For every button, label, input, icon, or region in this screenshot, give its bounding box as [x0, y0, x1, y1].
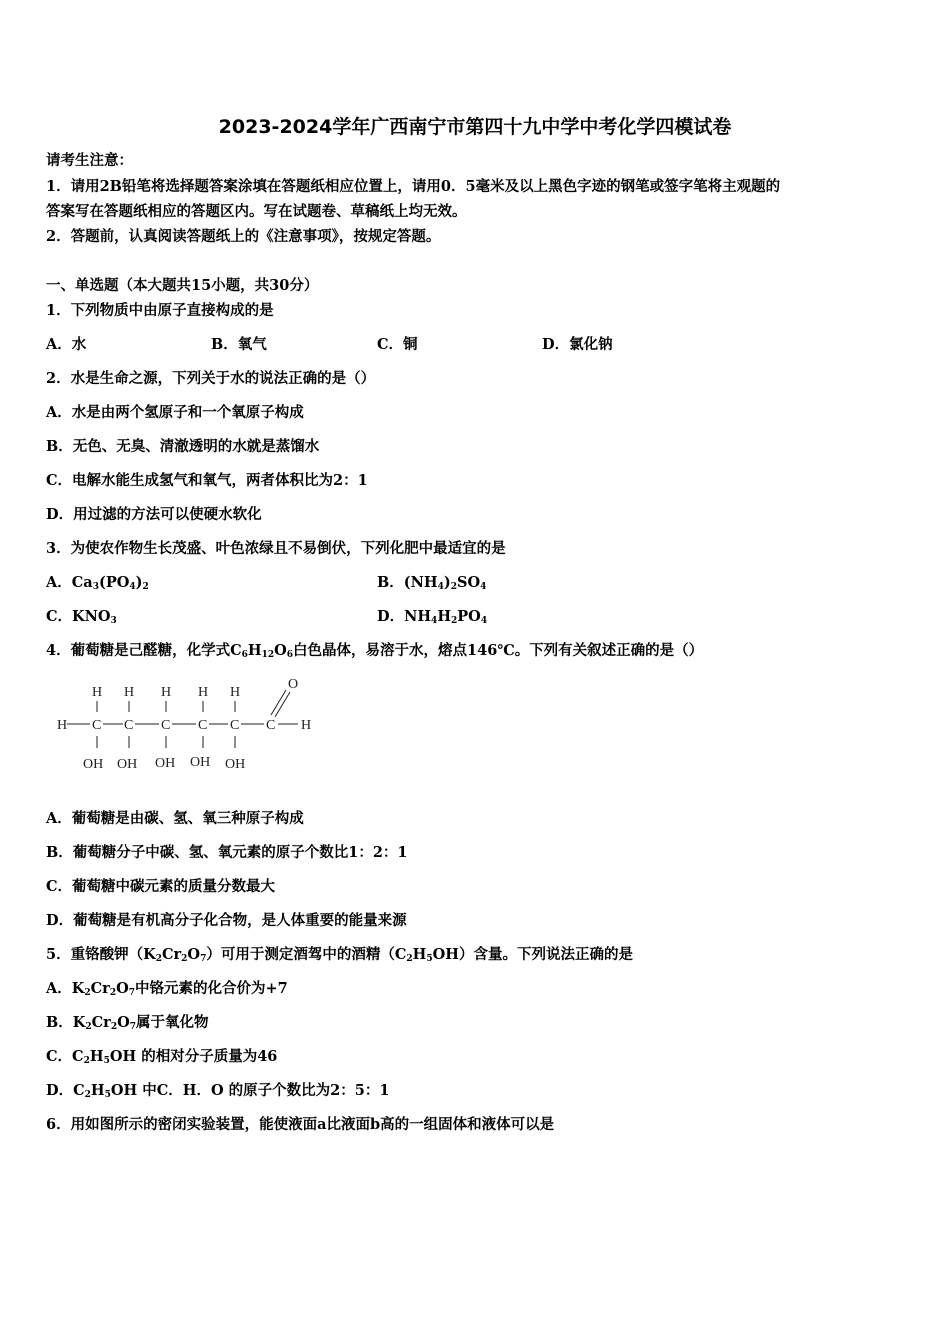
q3-option-a: A．$Ca_3(PO_4)_2$ [46, 574, 149, 592]
notice-header: 请考生注意： [46, 152, 133, 169]
q3-option-b: B．$(NH_4)_2SO_4$ [377, 574, 487, 592]
q2-option-c: C．电解水能生成氢气和氧气，两者体积比为2：1 [46, 472, 368, 489]
question-1: 1．下列物质中由原子直接构成的是 [46, 302, 274, 319]
atom-c: C [230, 718, 240, 733]
q4-option-d: D．葡萄糖是有机高分子化合物，是人体重要的能量来源 [46, 912, 407, 929]
atom-h: H [57, 718, 68, 733]
atom-c: C [198, 718, 208, 733]
q2-option-a: A．水是由两个氢原子和一个氧原子构成 [46, 404, 304, 421]
atom-h: H [230, 685, 241, 700]
q1-option-c: C．铜 [377, 336, 418, 353]
q5-option-d: D．$C_2H_5OH$ 中C．H．O 的原子个数比为2：5：1 [46, 1082, 390, 1100]
atom-h: H [92, 685, 103, 700]
group-oh: OH [117, 757, 138, 772]
atom-h: H [198, 685, 209, 700]
question-2: 2．水是生命之源，下列关于水的说法正确的是（） [46, 370, 376, 387]
q3-option-d: D．$NH_4H_2PO_4$ [377, 608, 488, 626]
notice-item-1-cont: 答案写在答题纸相应的答题区内。写在试题卷、草稿纸上均无效。 [46, 203, 467, 220]
q2-option-b: B．无色、无臭、清澈透明的水就是蒸馏水 [46, 438, 320, 455]
group-oh: OH [225, 757, 246, 772]
question-3: 3．为使农作物生长茂盛、叶色浓绿且不易倒伏，下列化肥中最适宜的是 [46, 540, 506, 557]
q3-option-c: C．$KNO_3$ [46, 608, 117, 626]
atom-c: C [124, 718, 134, 733]
question-4: 4．葡萄糖是己醛糖，化学式$C_6H_{12}O_6$白色晶体，易溶于水，熔点146℃。下列有关叙述正确的是（） [46, 642, 704, 660]
atom-c: C [266, 718, 276, 733]
section-heading: 一、单选题（本大题共15小题，共30分） [46, 277, 319, 294]
q1-option-d: D．氯化钠 [542, 336, 613, 353]
group-oh: OH [190, 755, 211, 770]
q5-option-b: B．$K_2Cr_2O_7$属于氧化物 [46, 1014, 209, 1032]
group-oh: OH [83, 757, 104, 772]
q5-option-a: A．$K_2Cr_2O_7$中铬元素的化合价为+7 [46, 980, 288, 998]
notice-item-2: 2．答题前，认真阅读答题纸上的《注意事项》，按规定答题。 [46, 228, 441, 245]
atom-c: C [92, 718, 102, 733]
notice-item-1: 1．请用2B铅笔将选择题答案涂填在答题纸相应位置上，请用0．5毫米及以上黑色字迹的钢笔或签字笔将主观题的 [46, 178, 781, 195]
group-oh: OH [155, 756, 176, 771]
atom-h: H [161, 685, 172, 700]
atom-o: O [288, 677, 299, 692]
q4-option-a: A．葡萄糖是由碳、氢、氧三种原子构成 [46, 810, 304, 827]
atom-h: H [124, 685, 135, 700]
q1-option-b: B．氧气 [211, 336, 267, 353]
q4-option-c: C．葡萄糖中碳元素的质量分数最大 [46, 878, 276, 895]
page-title: 2023-2024学年广西南宁市第四十九中学中考化学四模试卷 [218, 116, 732, 138]
glucose-structure-diagram [52, 676, 332, 780]
q1-option-a: A．水 [46, 336, 87, 353]
atom-h: H [301, 718, 312, 733]
question-5: 5．重铬酸钾$(K_2Cr_2O_7)$可用于测定酒驾中的酒精$(C_2H_5OH)$含量。下列说法正确的是 [46, 946, 633, 964]
q4-option-b: B．葡萄糖分子中碳、氢、氧元素的原子个数比1：2：1 [46, 844, 408, 861]
q5-option-c: C．$C_2H_5OH$ 的相对分子质量为46 [46, 1048, 278, 1066]
atom-c: C [161, 718, 171, 733]
question-6: 6．用如图所示的密闭实验装置，能使液面a比液面b高的一组固体和液体可以是 [46, 1116, 555, 1133]
q2-option-d: D．用过滤的方法可以使硬水软化 [46, 506, 262, 523]
